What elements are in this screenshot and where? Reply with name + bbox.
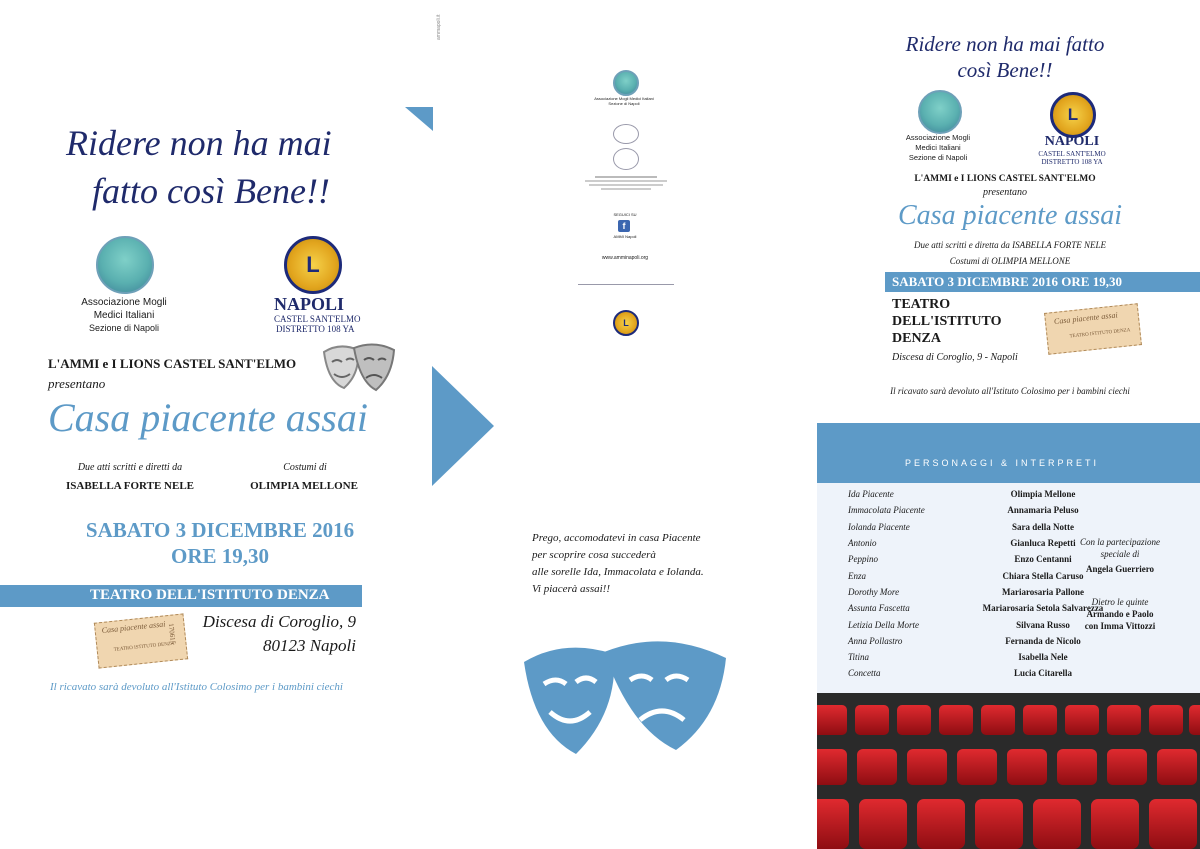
- cast-special-name: Angela Guerriero: [1085, 564, 1155, 574]
- front-slogan-line2: fatto così Bene!!: [92, 171, 330, 211]
- cast-actor: Annamaria Peluso: [1007, 505, 1079, 516]
- cast-role: Letizia Della Morte: [848, 619, 919, 630]
- ammi-logo-icon: [96, 236, 154, 294]
- cast-actor: Gianluca Repetti: [1010, 538, 1076, 549]
- middle-fb-label[interactable]: AMMI Napoli: [613, 234, 637, 239]
- front-ammi-line3: Sezione di Napoli: [88, 323, 160, 333]
- back-ammi-logo-icon: [918, 90, 962, 134]
- back-title: Casa piacente assai: [898, 200, 1122, 231]
- cast-special-line1: Con la partecipazione: [1080, 537, 1160, 547]
- front-author: ISABELLA FORTE NELE: [66, 480, 194, 492]
- back-ticket-title: Casa piacente assai: [1053, 310, 1119, 327]
- back-presenters: L'AMMI e I LIONS CASTEL SANT'ELMO: [914, 174, 1096, 184]
- cast-backstage-line1: Dietro le quinte: [1091, 597, 1149, 607]
- corner-fold-icon: [405, 107, 435, 131]
- back-ticket: [1044, 303, 1142, 355]
- cast-role: Assunta Fascetta: [848, 603, 910, 614]
- cast-header-bar: [817, 423, 1200, 483]
- middle-invite-line2: per scoprire cosa succederà: [532, 549, 656, 561]
- back-ammi-line2: Medici Italiani: [915, 143, 961, 152]
- back-ammi-name: [898, 133, 978, 163]
- cast-role: Anna Pollastro: [848, 635, 903, 646]
- front-address1: Discesa di Coroglio, 9: [202, 612, 356, 631]
- theatre-masks-grey-icon: [318, 342, 398, 398]
- cast-list: [848, 486, 1123, 682]
- back-castel: CASTEL SANT'ELMO: [1038, 150, 1106, 158]
- back-presentano: presentano: [982, 187, 1028, 198]
- front-presenters: L'AMMI e I LIONS CASTEL SANT'ELMO: [48, 356, 297, 371]
- front-time: ORE 19,30: [170, 544, 269, 568]
- arrow-right-icon: [432, 366, 494, 486]
- front-ticket-venue: TEATRO ISTITUTO DENZA: [113, 641, 175, 653]
- cast-actor: Mariarosaria Setola Salvarezza: [982, 603, 1104, 614]
- cast-special-line2: speciale di: [1100, 549, 1140, 559]
- back-venue: [892, 296, 1001, 347]
- middle-divider: [578, 284, 674, 285]
- front-ammi-line2: Medici Italiani: [93, 310, 155, 321]
- cast-actor: Olimpia Mellone: [1010, 489, 1076, 500]
- cast-actor: Isabella Nele: [1018, 652, 1068, 663]
- back-credits: Due atti scritti e diretta da ISABELLA FORTE NELE: [914, 240, 1106, 250]
- middle-ammi-logo-icon: [613, 70, 639, 96]
- cast-role: Concetta: [848, 668, 881, 679]
- middle-lions-logo-icon: L: [613, 310, 639, 336]
- back-costumes: Costumi di OLIMPIA MELLONE: [949, 256, 1071, 266]
- table-row: [848, 502, 1123, 518]
- front-ticket-title: Casa piacente assai: [101, 619, 166, 636]
- front-ticket-number: 170615: [166, 622, 177, 645]
- front-slogan-line1: Ridere non ha mai: [66, 123, 332, 163]
- cast-actor: Sara della Notte: [1012, 521, 1074, 532]
- back-distretto: DISTRETTO 108 YA: [1041, 158, 1103, 166]
- front-address2: 80123 Napoli: [262, 636, 356, 655]
- middle-follow-label: SEGUICI SU: [613, 212, 637, 217]
- middle-seal-icon: [613, 124, 639, 144]
- lions-logo-letter: L: [306, 252, 320, 277]
- front-costumes-label: Costumi di: [283, 462, 327, 473]
- theatre-seats-image: [817, 693, 1200, 849]
- cast-role: Titina: [848, 652, 870, 663]
- cast-actor: Enzo Centanni: [1014, 554, 1072, 565]
- cast-backstage-line3: con Imma Vittozzi: [1084, 621, 1156, 631]
- middle-ammi-sub: Sezione di Napoli: [608, 101, 640, 106]
- front-venue: TEATRO DELL'ISTITUTO DENZA: [90, 587, 330, 603]
- front-written-by-label: Due atti scritti e diretti da: [77, 462, 183, 473]
- table-row: [848, 633, 1123, 649]
- cast-actor: Silvana Russo: [1016, 619, 1070, 630]
- middle-seal2-icon: [613, 148, 639, 170]
- back-slogan-line1: Ridere non ha mai fatto: [905, 32, 1105, 56]
- middle-small-text-block: [585, 174, 667, 192]
- cast-actor: Fernanda de Nicolo: [1005, 635, 1081, 646]
- front-date: SABATO 3 DICEMBRE 2016: [85, 518, 355, 542]
- back-napoli: NAPOLI: [1044, 134, 1100, 149]
- middle-website[interactable]: www.amminapoli.org: [601, 255, 649, 261]
- front-distretto: DISTRETTO 108 YA: [276, 324, 355, 334]
- table-row: [848, 649, 1123, 665]
- middle-invite: [532, 530, 704, 598]
- table-row: [848, 519, 1123, 535]
- table-row: [848, 486, 1123, 502]
- table-row: [848, 665, 1123, 681]
- middle-invite-line1: Prego, accomodatevi in casa Piacente: [532, 532, 701, 544]
- lions-logo-icon: [284, 236, 342, 294]
- cast-backstage: [1070, 596, 1170, 632]
- back-slogan-line2: così Bene!!: [957, 58, 1053, 82]
- cast-role: Dorothy More: [848, 586, 900, 597]
- back-address: Discesa di Coroglio, 9 - Napoli: [892, 352, 1018, 363]
- front-costumer: OLIMPIA MELLONE: [250, 480, 358, 492]
- back-ticket-venue: TEATRO ISTITUTO DENZA: [1069, 328, 1131, 340]
- front-ammi-name: [72, 296, 176, 335]
- front-ammi-line1: Associazione Mogli: [81, 297, 167, 308]
- cast-role: Enza: [848, 570, 866, 581]
- front-title: Casa piacente assai: [48, 395, 368, 440]
- back-ammi-line3: Sezione di Napoli: [908, 153, 968, 162]
- back-venue-line1: TEATRO: [892, 297, 951, 312]
- cast-role: Immacolata Piacente: [848, 505, 925, 516]
- facebook-icon[interactable]: f: [618, 220, 630, 232]
- middle-ammi-name: Associazione Mogli Medici Italiani: [594, 96, 654, 101]
- back-venue-line3: DENZA: [892, 331, 942, 346]
- theatre-masks-blue-icon: [514, 632, 736, 762]
- cast-role: Antonio: [848, 538, 877, 549]
- back-proceeds: Il ricavato sarà devoluto all'Istituto Colosimo per i bambini ciechi: [890, 386, 1130, 396]
- front-napoli: NAPOLI: [274, 294, 345, 314]
- back-lions-logo-icon: L: [1050, 92, 1096, 138]
- middle-invite-line4: Vi piacerà assai!!: [532, 583, 611, 595]
- middle-invite-line3: alle sorelle Ida, Immacolata e Iolanda.: [532, 566, 704, 578]
- cast-backstage-line2: Armando e Paolo: [1086, 609, 1154, 619]
- front-castel: CASTEL SANT'ELMO: [274, 314, 361, 324]
- cast-actor: Lucia Citarella: [1013, 668, 1073, 679]
- cast-header: PERSONAGGI & INTERPRETI: [904, 458, 1100, 468]
- cast-actor: Chiara Stella Caruso: [1002, 570, 1084, 581]
- cast-role: Iolanda Piacente: [848, 521, 910, 532]
- front-ticket: [94, 613, 188, 668]
- back-datetime: SABATO 3 DICEMBRE 2016 ORE 19,30: [892, 274, 1122, 289]
- front-proceeds: Il ricavato sarà devoluto all'Istituto Colosimo per i bambini ciechi: [50, 681, 343, 693]
- cast-role: Ida Piacente: [848, 489, 894, 500]
- cast-role: Peppino: [848, 554, 878, 565]
- front-presentano: presentano: [48, 376, 106, 391]
- cast-actor: Mariarosaria Pallone: [1001, 586, 1085, 597]
- cast-special: [1070, 536, 1170, 575]
- middle-side-text: ammapoli.it: [436, 14, 442, 40]
- back-ammi-line1: Associazione Mogli: [905, 133, 971, 142]
- back-venue-line2: DELL'ISTITUTO: [892, 314, 1002, 329]
